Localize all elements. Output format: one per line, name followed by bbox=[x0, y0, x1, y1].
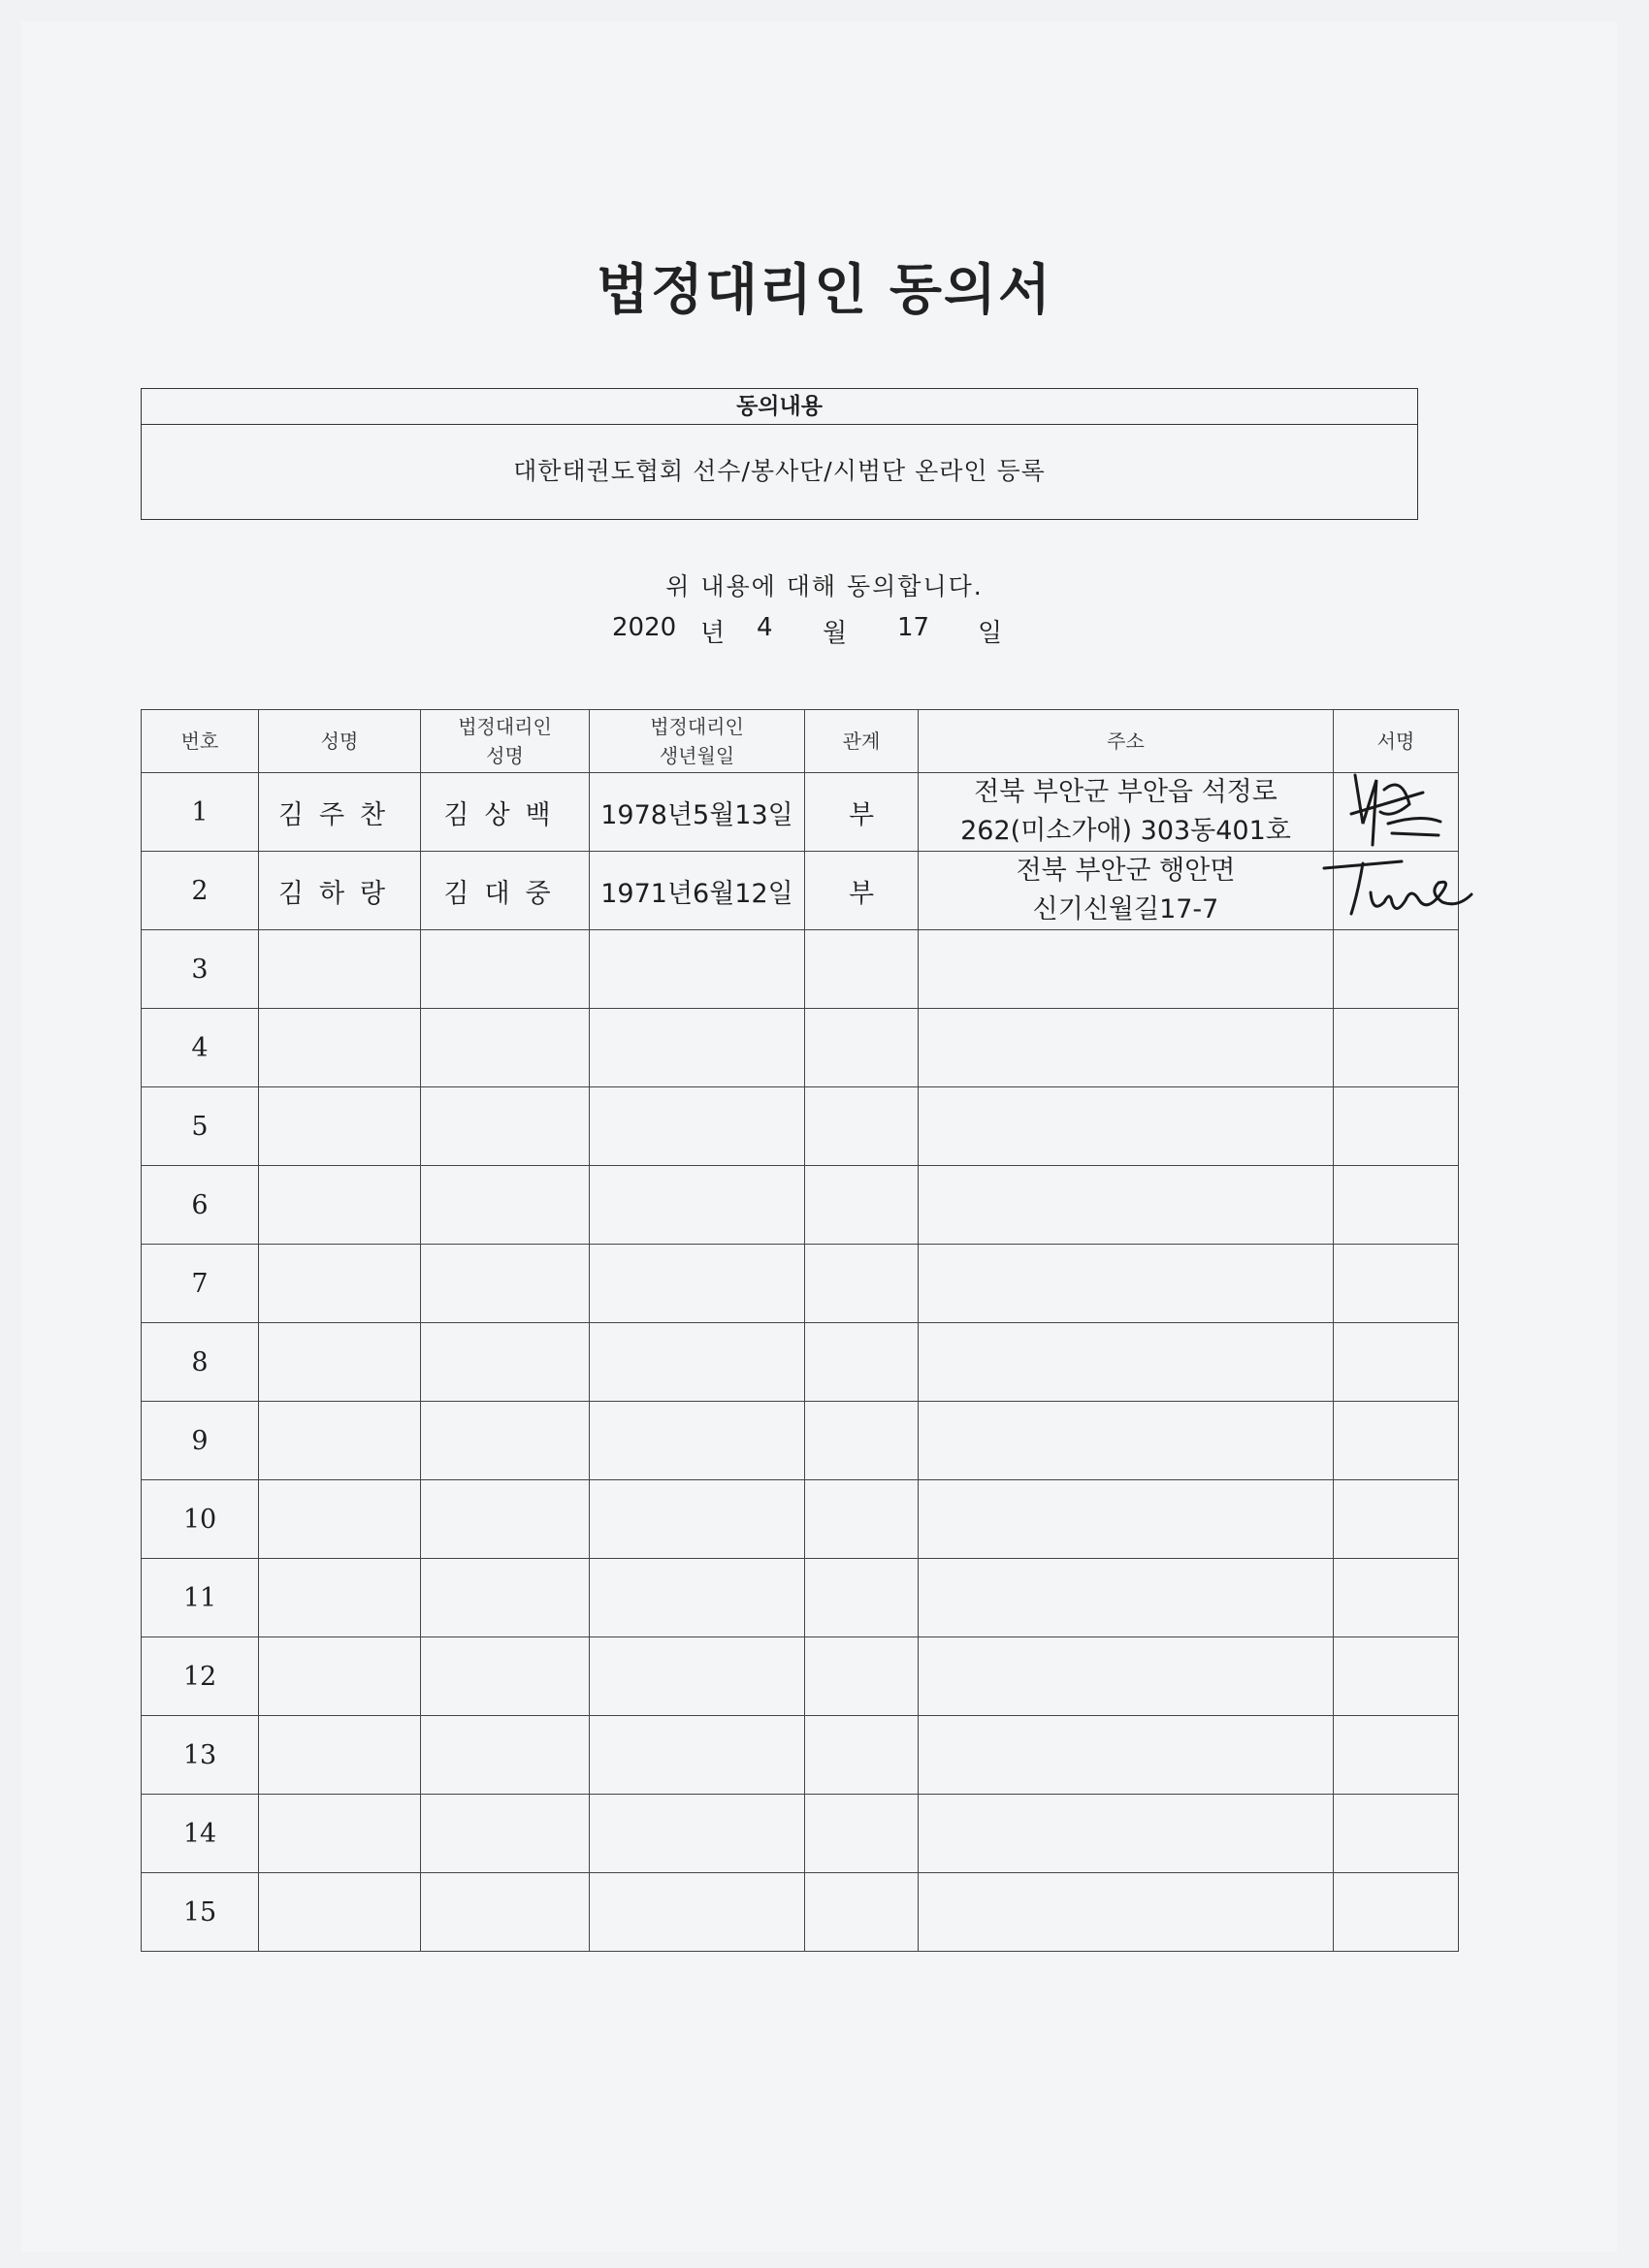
guardian-name-cell: 김상백 bbox=[421, 773, 590, 852]
signature-cell bbox=[1334, 1166, 1459, 1245]
relation-cell bbox=[805, 1087, 919, 1166]
participant-name-cell bbox=[259, 1009, 421, 1087]
participant-name-cell bbox=[259, 1245, 421, 1323]
guardian-birthdate-cell bbox=[590, 1559, 805, 1637]
guardian-name-cell bbox=[421, 1873, 590, 1952]
participant-name-cell bbox=[259, 1559, 421, 1637]
relation-cell bbox=[805, 1637, 919, 1716]
address-cell bbox=[919, 1323, 1334, 1402]
relation-cell bbox=[805, 930, 919, 1009]
row-number-cell: 15 bbox=[142, 1873, 259, 1952]
participant-name-cell: 김주찬 bbox=[259, 773, 421, 852]
table-row bbox=[142, 930, 1459, 1009]
date-day: 17 bbox=[897, 613, 930, 642]
consent-header: 동의내용 bbox=[142, 389, 1417, 425]
header-guardian-birth-line1: 법정대리인 bbox=[650, 715, 744, 738]
address-cell bbox=[919, 1402, 1334, 1480]
table-row bbox=[142, 1009, 1459, 1087]
signature-cell bbox=[1334, 1559, 1459, 1637]
participant-name-cell bbox=[259, 1716, 421, 1795]
row-number-cell: 7 bbox=[142, 1245, 259, 1323]
relation-cell bbox=[805, 1009, 919, 1087]
guardian-name-cell bbox=[421, 1795, 590, 1873]
guardian-birthdate-cell bbox=[590, 1716, 805, 1795]
address-line-2: 신기신월길17-7 bbox=[1032, 894, 1219, 924]
signature-cell bbox=[1334, 1795, 1459, 1873]
row-number-cell: 14 bbox=[142, 1795, 259, 1873]
table-row bbox=[142, 1795, 1459, 1873]
row-number-cell: 1 bbox=[142, 773, 259, 852]
row-number-cell: 4 bbox=[142, 1009, 259, 1087]
guardian-birthdate-cell bbox=[590, 1009, 805, 1087]
date-day-unit: 일 bbox=[978, 619, 1003, 648]
relation-cell: 부 bbox=[805, 852, 919, 930]
guardian-birthdate-cell bbox=[590, 1480, 805, 1559]
table-row bbox=[142, 1166, 1459, 1245]
guardian-birthdate-cell bbox=[590, 1323, 805, 1402]
row-number-cell: 13 bbox=[142, 1716, 259, 1795]
relation-cell bbox=[805, 1559, 919, 1637]
row-number-cell: 11 bbox=[142, 1559, 259, 1637]
table-row bbox=[142, 1559, 1459, 1637]
row-number-cell: 3 bbox=[142, 930, 259, 1009]
row-number-cell: 9 bbox=[142, 1402, 259, 1480]
guardian-birthdate-cell bbox=[590, 1166, 805, 1245]
address-cell bbox=[919, 1795, 1334, 1873]
address-cell bbox=[919, 1637, 1334, 1716]
address-cell bbox=[919, 1480, 1334, 1559]
guardian-name-cell bbox=[421, 930, 590, 1009]
participant-name-cell bbox=[259, 1637, 421, 1716]
address-line-1: 전북 부안군 부안읍 석정로 bbox=[974, 777, 1277, 807]
participant-name-cell bbox=[259, 1402, 421, 1480]
consent-content: 대한태권도협회 선수/봉사단/시범단 온라인 등록 bbox=[513, 457, 1046, 485]
address-line-1: 전북 부안군 행안면 bbox=[1016, 856, 1236, 886]
header-no: 번호 bbox=[142, 710, 259, 773]
guardian-name-cell bbox=[421, 1166, 590, 1245]
participant-name-cell bbox=[259, 1873, 421, 1952]
guardian-birthdate-cell bbox=[590, 1637, 805, 1716]
signature-cell bbox=[1334, 1637, 1459, 1716]
header-guardian-birth bbox=[590, 710, 805, 773]
handwritten-signature-1 bbox=[1334, 765, 1470, 853]
participant-name-cell bbox=[259, 1795, 421, 1873]
row-number-cell: 8 bbox=[142, 1323, 259, 1402]
address-cell bbox=[919, 1873, 1334, 1952]
signature-cell bbox=[1334, 1245, 1459, 1323]
handwritten-signature-2 bbox=[1334, 844, 1479, 931]
consent-box bbox=[141, 388, 1418, 520]
participant-name-cell: 김하랑 bbox=[259, 852, 421, 930]
relation-cell bbox=[805, 1716, 919, 1795]
header-signature: 서명 bbox=[1334, 710, 1459, 773]
participant-name-cell bbox=[259, 1480, 421, 1559]
guardian-name-cell bbox=[421, 1402, 590, 1480]
date-year-unit: 년 bbox=[700, 619, 726, 648]
guardian-birthdate-cell bbox=[590, 1402, 805, 1480]
signature-cell bbox=[1334, 1480, 1459, 1559]
guardian-name-cell bbox=[421, 1716, 590, 1795]
address-cell bbox=[919, 852, 1334, 930]
relation-cell bbox=[805, 1402, 919, 1480]
date-month-unit: 월 bbox=[823, 619, 848, 648]
guardian-birthdate-cell: 1971년6월12일 bbox=[590, 852, 805, 930]
signature-cell bbox=[1334, 1087, 1459, 1166]
table-row bbox=[142, 1323, 1459, 1402]
date-year: 2020 bbox=[612, 613, 677, 642]
header-guardian-name-line1: 법정대리인 bbox=[458, 715, 552, 738]
signature-cell bbox=[1334, 1009, 1459, 1087]
participant-name-cell bbox=[259, 1323, 421, 1402]
guardian-name-cell bbox=[421, 1245, 590, 1323]
address-line-2: 262(미소가애) 303동401호 bbox=[960, 816, 1291, 846]
address-cell bbox=[919, 773, 1334, 852]
guardian-name-cell bbox=[421, 1559, 590, 1637]
participant-name-cell bbox=[259, 1087, 421, 1166]
guardian-birthdate-cell: 1978년5월13일 bbox=[590, 773, 805, 852]
table-row bbox=[142, 1245, 1459, 1323]
relation-cell bbox=[805, 1245, 919, 1323]
table-row bbox=[142, 1637, 1459, 1716]
header-guardian-birth-line2: 생년월일 bbox=[659, 744, 735, 767]
relation-cell bbox=[805, 1480, 919, 1559]
participant-name-cell bbox=[259, 1166, 421, 1245]
guardian-name-cell bbox=[421, 1323, 590, 1402]
guardian-birthdate-cell bbox=[590, 1087, 805, 1166]
relation-cell: 부 bbox=[805, 773, 919, 852]
header-relation: 관계 bbox=[805, 710, 919, 773]
participant-name-cell bbox=[259, 930, 421, 1009]
row-number-cell: 10 bbox=[142, 1480, 259, 1559]
header-guardian-name bbox=[421, 710, 590, 773]
relation-cell bbox=[805, 1323, 919, 1402]
guardian-name-cell bbox=[421, 1009, 590, 1087]
date-month: 4 bbox=[757, 613, 773, 642]
agreement-statement: 위 내용에 대해 동의합니다. bbox=[665, 572, 984, 600]
table-row bbox=[142, 1480, 1459, 1559]
signature-cell bbox=[1334, 930, 1459, 1009]
guardian-name-cell: 김대중 bbox=[421, 852, 590, 930]
address-cell bbox=[919, 1716, 1334, 1795]
signature-cell bbox=[1334, 1716, 1459, 1795]
guardian-birthdate-cell bbox=[590, 1245, 805, 1323]
row-number-cell: 2 bbox=[142, 852, 259, 930]
signature-cell bbox=[1334, 1873, 1459, 1952]
table-row bbox=[142, 1402, 1459, 1480]
header-address: 주소 bbox=[919, 710, 1334, 773]
row-number-cell: 12 bbox=[142, 1637, 259, 1716]
signature-cell bbox=[1334, 852, 1459, 930]
guardian-birthdate-cell bbox=[590, 930, 805, 1009]
guardian-birthdate-cell bbox=[590, 1795, 805, 1873]
table-row bbox=[142, 1716, 1459, 1795]
signature-cell bbox=[1334, 1323, 1459, 1402]
row-number-cell: 5 bbox=[142, 1087, 259, 1166]
header-name: 성명 bbox=[259, 710, 421, 773]
table-header-row bbox=[142, 710, 1459, 773]
relation-cell bbox=[805, 1795, 919, 1873]
row-number-cell: 6 bbox=[142, 1166, 259, 1245]
signature-cell bbox=[1334, 1402, 1459, 1480]
address-cell bbox=[919, 1009, 1334, 1087]
relation-cell bbox=[805, 1873, 919, 1952]
guardian-name-cell bbox=[421, 1480, 590, 1559]
signature-cell bbox=[1334, 773, 1459, 852]
guardian-name-cell bbox=[421, 1637, 590, 1716]
header-guardian-name-line2: 성명 bbox=[486, 744, 524, 767]
address-cell bbox=[919, 1245, 1334, 1323]
address-cell bbox=[919, 930, 1334, 1009]
table-row bbox=[142, 1087, 1459, 1166]
guardian-name-cell bbox=[421, 1087, 590, 1166]
table-row bbox=[142, 773, 1459, 852]
address-cell bbox=[919, 1559, 1334, 1637]
guardian-birthdate-cell bbox=[590, 1873, 805, 1952]
address-cell bbox=[919, 1166, 1334, 1245]
table-row bbox=[142, 852, 1459, 930]
table-row bbox=[142, 1873, 1459, 1952]
address-cell bbox=[919, 1087, 1334, 1166]
guardian-table bbox=[141, 709, 1459, 1952]
relation-cell bbox=[805, 1166, 919, 1245]
document-title: 법정대리인 동의서 bbox=[596, 258, 1053, 322]
